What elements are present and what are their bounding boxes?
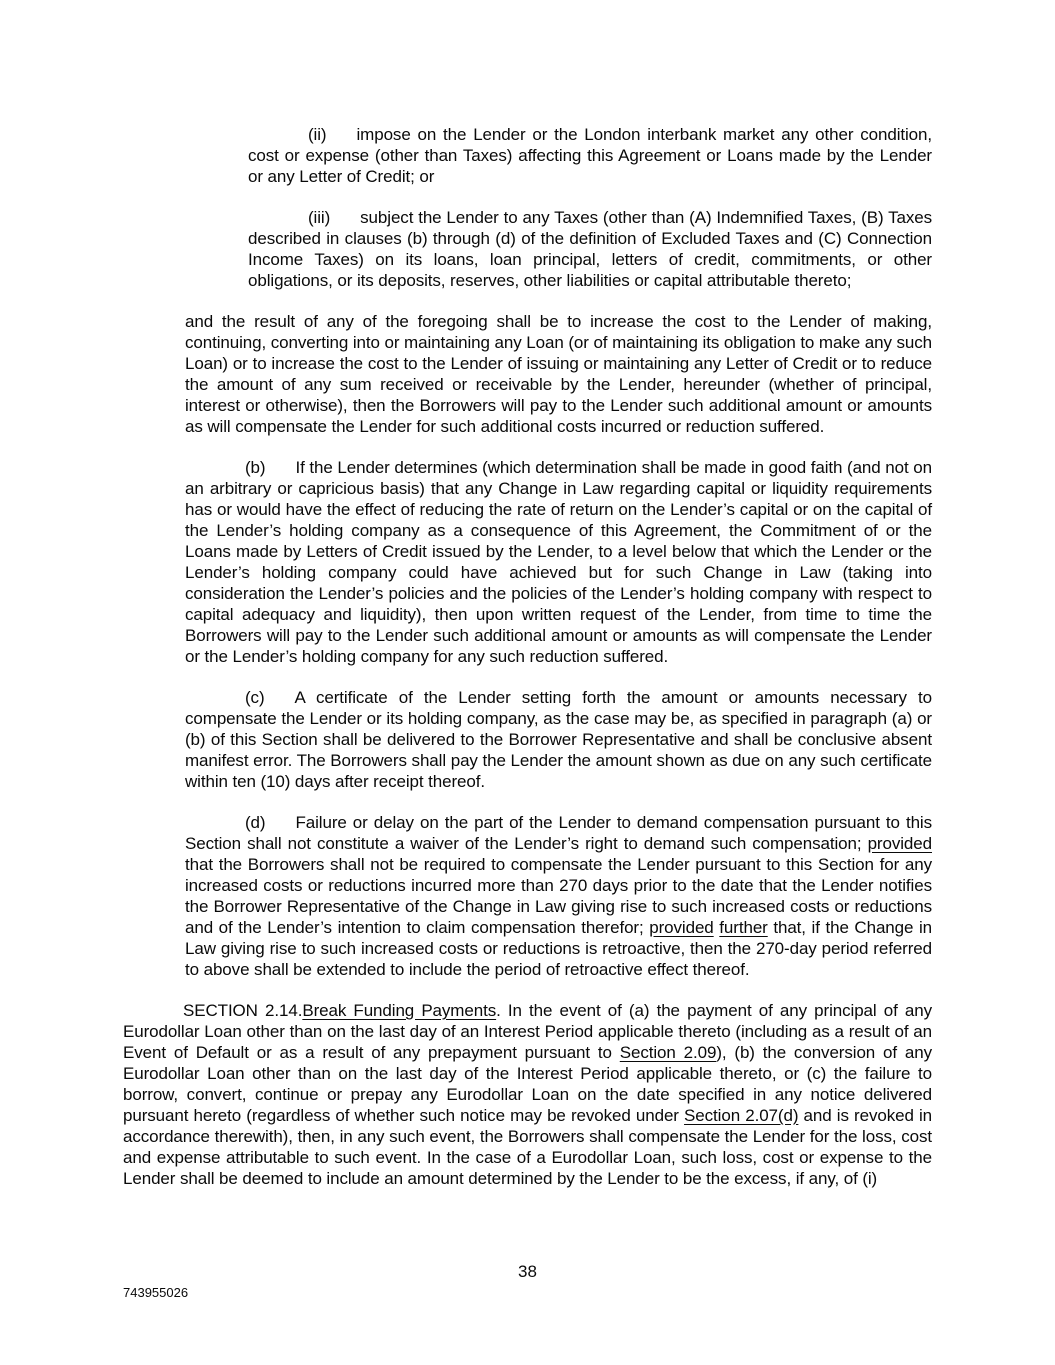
clause-label-c: (c)	[245, 688, 265, 707]
page-number: 38	[518, 1262, 537, 1281]
paragraph-clause-d	[185, 812, 932, 980]
clause-c-text: A certificate of the Lender setting forth the amount or amounts necessary to compensate the Lender or its holding company, as the case may be, as specified in paragraph (a) or (b) of this Section shall be delivered to the Borrower Representative and shall be conclusive absent manifest error. The Borrowers shall pay the Lender the amount shown as due on any such certificate within ten (10) days after receipt thereof.	[185, 688, 932, 791]
section-2-09-reference: Section 2.09	[619, 1043, 717, 1062]
section-2-07d-reference: Section 2.07(d)	[684, 1106, 799, 1125]
clause-d-text-1: Failure or delay on the part of the Lender to demand compensation pursuant to this Section shall not constitute a waiver of the Lender’s right to demand such compensation;	[185, 813, 932, 853]
clause-d-text-2: that the Borrowers shall not be required to compensate the Lender pursuant to this Section for any increased costs or reductions incurred more than 270 days prior to the date that the Lender notifies the Borrower Representative of the Change in Law giving rise to such increased costs or reductions and of the Lender’s intention to claim compensation therefor;	[185, 855, 932, 937]
result-clause-text: and the result of any of the foregoing shall be to increase the cost to the Lender of making, continuing, converting into or maintaining any Loan (or of maintaining its obligation to make any such Loan) or to increase the cost to the Lender of issuing or maintaining any Letter of Credit or to reduce the amount of any sum received or receivable by the Lender, hereunder (whether of principal, interest or otherwise), then the Borrowers will pay to the Lender such additional amount or amounts as will compensate the Lender for such additional costs incurred or reduction suffered.	[185, 312, 932, 436]
defined-term-provided: provided	[649, 918, 714, 937]
clause-ii-text: impose on the Lender or the London interbank market any other condition, cost or expense (other than Taxes) affecting this Agreement or Loans made by the Lender or any Letter of Credit; or	[248, 125, 932, 186]
paragraph-clause-b	[185, 457, 932, 667]
section-2-14-text-1: . In the event of (a) the payment of any principal of any Eurodollar Loan other than on the last day of an Interest Period applicable thereto (including as a result of an Event of Default or as a result of any prepayment pursuant to	[123, 1001, 932, 1062]
clause-d-text-3: that, if the Change in Law giving rise to such increased costs or reductions is retroactive, then the 270-day period referred to above shall be extended to include the period of retroactive effect thereof.	[185, 918, 933, 979]
clause-label-d: (d)	[245, 813, 266, 832]
section-title-break-funding-payments: Break Funding Payments	[302, 1001, 497, 1020]
section-heading-2-14: SECTION 2.14.	[183, 1001, 303, 1020]
section-2-14-text-2: ), (b) the conversion of any Eurodollar Loan other than on the last day of the Interest Period applicable thereto, or (c) the failure to borrow, convert, continue or prepay any Eurodollar Loan on the date specified in any notice delivered pursuant hereto (regardless of whether such notice may be revoked under	[123, 1043, 932, 1125]
defined-term-provided: provided	[867, 834, 932, 853]
clause-label-ii: (ii)	[308, 125, 327, 144]
clause-label-iii: (iii)	[308, 208, 331, 227]
paragraph-clause-iii	[248, 207, 932, 291]
clause-iii-text: subject the Lender to any Taxes (other than (A) Indemnified Taxes, (B) Taxes described in clauses (b) through (d) of the definition of Excluded Taxes and (C) Connection Income Taxes) on its loans, loan principal, letters of credit, commitments, or other obligations, or its deposits, reserves, other liabilities or capital attributable thereto;	[248, 208, 932, 290]
clause-b-text: If the Lender determines (which determination shall be made in good faith (and not on an arbitrary or capricious basis) that any Change in Law regarding capital or liquidity requirements has or would have the effect of reducing the rate of return on the Lender’s capital or on the capital of the Lender’s holding company as a consequence of this Agreement, the Commitment of or the Loans made by Letters of Credit issued by the Lender, to a level below that which the Lender or the Lender’s holding company could have achieved but for such Change in Law (taking into consideration the Lender’s policies and the policies of the Lender’s holding company with respect to capital adequacy and liquidity), then upon written request of the Lender, from time to time the Borrowers will pay to the Lender such additional amount or amounts as will compensate the Lender or the Lender’s holding company for any such reduction suffered.	[185, 458, 932, 666]
paragraph-clause-ii	[248, 124, 932, 187]
page-body	[123, 124, 932, 1189]
document-id: 743955026	[123, 1285, 189, 1300]
clause-label-b: (b)	[245, 458, 266, 477]
paragraph-section-2-14	[123, 1000, 932, 1189]
paragraph-result-clause	[185, 311, 932, 437]
section-2-14-text-3: and is revoked in accordance therewith), then, in any such event, the Borrowers shall compensate the Lender for the loss, cost and expense attributable to such event. In the case of a Eurodollar Loan, such loss, cost or expense to the Lender shall be deemed to include an amount determined by the Lender to be the excess, if any, of (i)	[123, 1106, 933, 1188]
paragraph-clause-c	[185, 687, 932, 792]
defined-term-further: further	[719, 918, 768, 937]
